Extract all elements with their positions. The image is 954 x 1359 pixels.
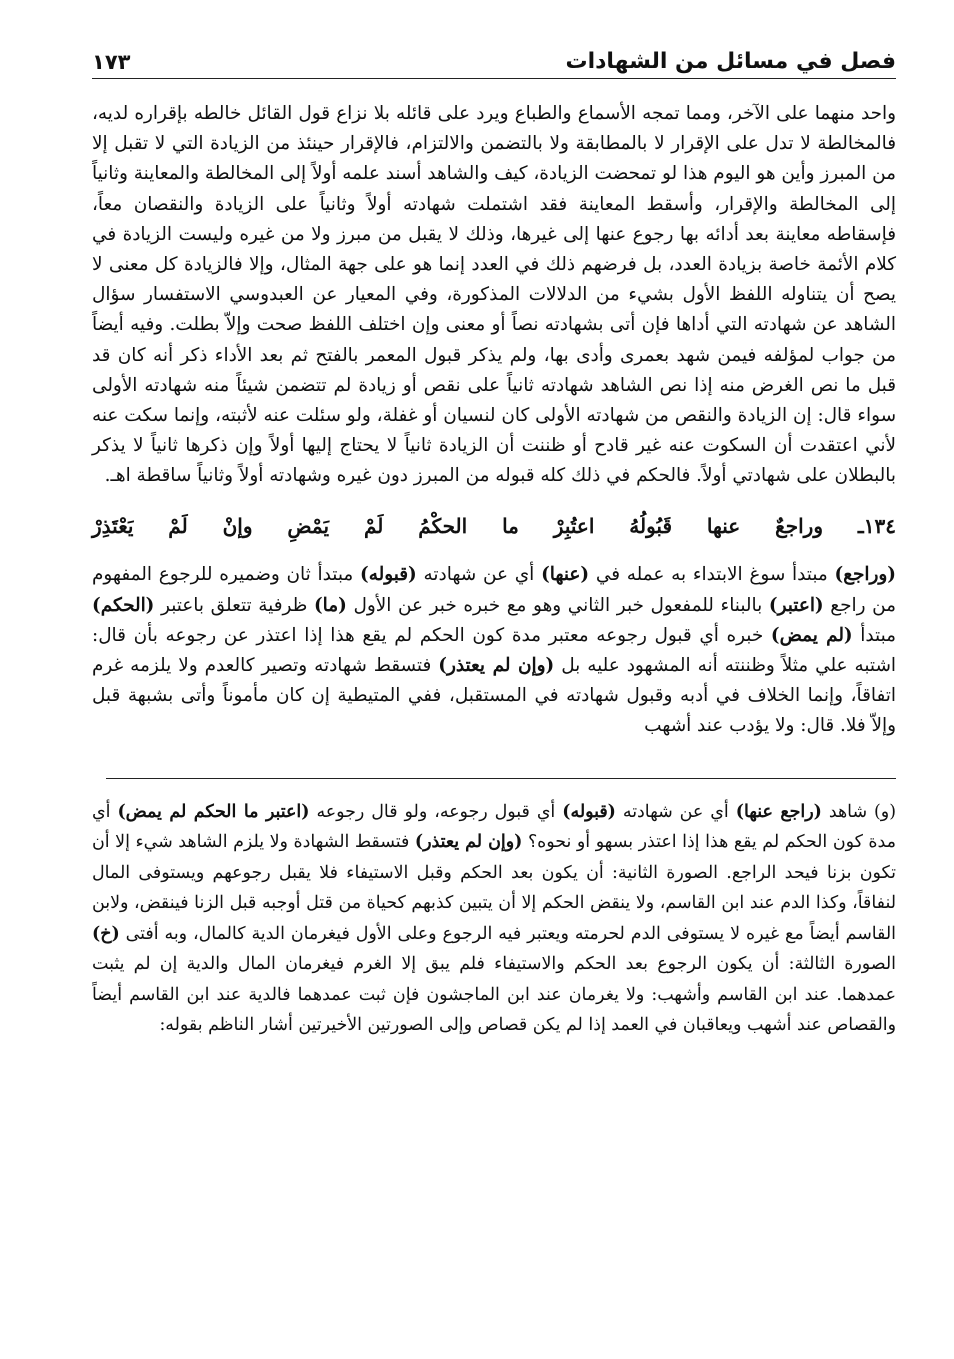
commentary-segment: (الحكم) — [92, 594, 155, 616]
page-header — [92, 36, 896, 79]
verse-line: ١٣٤ـ وراجعٌ عنها قَبُولُهُ اعتُبِرْ ما الحكْمُ لَمْ يَمْضِ وإنْ لَمْ يَعْتَذِرْ — [92, 514, 896, 539]
footnote-segment: الصورة الثالثة: أن يكون الرجوع بعد الحكم والاستيفاء فلم يبق إلا الغرم فيغرمان المال والدية إن لم يثبت عمدهما. عند ابن القاسم وأشهب: ولا يغرمان عند ابن الماجشون فإن ثبت عمدهما فالدية عند ابن القاسم أيضاً والقصاص عند أشهب ويعاقبان في العمد إذا لم يكن قصاص وإلى الصورتين الأخيرتين أشار الناظم بقوله: — [92, 954, 896, 1036]
commentary-segment: خبره أي قبول رجوعه معتبر مدة كون الحكم لم يقع هذا إذا اعتذر عن رجوعه بأن قال: اشتبه علي مثلاً وظننته أنه المشهود عليه بل — [92, 624, 896, 677]
commentary-segment: (عنها) — [541, 564, 590, 586]
commentary-paragraph — [92, 560, 896, 741]
commentary-segment: فتسقط شهادته وتصير كالعدم ولا يلزمه غرم اتفاقاً، وإنما الخلاف في أدبه وقبول شهادته في المستقبل، ففي المتيطية إن كان مأموناً وأتى بشبهة قبل وإلاّ فلا. قال: ولا يؤدب عند أشهب — [92, 655, 896, 737]
footnote-segment: أي قبول رجوعه، ولو قال رجوعه — [309, 801, 563, 822]
commentary-segment: (ما) — [313, 594, 347, 616]
commentary-segment: أي عن شهادته — [416, 564, 542, 586]
book-page — [92, 36, 896, 1326]
footnote-segment: (و) شاهد — [821, 801, 896, 822]
commentary-segment: (لم يمض) — [770, 624, 853, 646]
footnote-segment: (راجع عنها) — [735, 801, 822, 822]
commentary-segment: (قبوله) — [360, 564, 417, 586]
commentary-segment: (وإن لم يعتذر) — [438, 655, 555, 677]
footnote-segment: (خ) — [92, 923, 120, 944]
commentary-segment: (وراجع) — [834, 564, 896, 586]
commentary-segment: مبتدأ سوغ الابتداء به عمله في — [589, 564, 835, 586]
commentary-segment: بالبناء للمفعول خبر الثاني وهو مع خبره خبر عن الأول — [346, 594, 769, 616]
footnote-separator — [106, 778, 896, 779]
page-number: ١٧٣ — [92, 50, 131, 74]
commentary-segment: (اعتبر) — [768, 594, 824, 616]
footnote-segment: فتسقط الشهادة ولا يلزم الشاهد شيء إلا أن تكون بزنا فيحد الراجع. الصورة الثانية: أن يكون بعد الحكم وقبل الاستيفاء فلا يقبل رجوعهم ويستوفى المال لنفاقاً، وكذا الدم عند ابن القاسم، ولا ينقض الحكم إلا أن يتبين كذبهم كحياة من قتل أوجبه قبل الزنا فينقض، ولابن القاسم أيضاً مع غيره لا يستوفى الدم لحرمته ويعتبر فيه الرجوع وعلى الأول فيغرمان الدية كالمال، وبه أفتى — [92, 832, 896, 944]
footnote-paragraph — [92, 797, 896, 1041]
main-paragraph: واحد منهما على الآخر، ومما تمجه الأسماع والطباع ويرد على قائله بلا نزاع قول القائل خالطه بإقراره لديه، فالمخالطة لا تدل على الإقرار لا بالمطابقة ولا بالتضمن والالتزام، فالإقرار حينئذ من الزيادة التي لا تقبل إلا من المبرز وأين هو اليوم هذا لو تمحضت الزيادة، كيف والشاهد أسند علمه أولاً إلى المخالطة والمعاينة وثانياً إلى المخالطة والإقرار، وأسقط المعاينة فقد اشتملت شهادته أولاً وثانياً على الزيادة والنقصان معاً، فإسقاطه معاينة بعد أدائه بها رجوع عنها إلى غيرها، وذلك لا يقبل من مبرز ولا من غيره وليست الزيادة في كلام الأئمة خاصة بزيادة العدد، بل فرضهم ذلك في العدد إنما هو على جهة المثال، وإلا فالزيادة كل معنى لا يصح أن يتناوله اللفظ الأول بشيء من الدلالات المذكورة، وفي المعيار عن العبدوسي الاستفسار سؤال الشاهد عن شهادته التي أداها فإن أتى بشهادته نصاً أو معنى وإن اختلف اللفظ صحت وإلاّ بطلت. وفيه أيضاً من جواب لمؤلفه فيمن شهد بعمرى وأدى بها، ولم يذكر قبول المعمر بالفتح ثم بعد الأداء ذكر أنه كان قد قبل ما نص الغرض منه إذا نص الشاهد شهادته ثانياً على نقص أو زيادة لم تتضمن شيئاً منه شهادته الأولى سواء قال: إن الزيادة والنقص من شهادته الأولى كان لنسيان أو غفلة، ولو سئلت عنه لأثبته، وإنما سكت عنه لأني اعتقدت أن السكوت عنه غير قادح أو ظننت أن الزيادة ثانياً لا يحتاج إليها أولاً وإن ذكرها ثانياً لا يذكر بالبطلان على شهادتي أولاً. فالحكم في ذلك كله قبوله من المبرز دون غيره وشهادته أولاً وثانياً ساقطة اهـ. — [92, 103, 896, 487]
commentary-segment: ظرفية تتعلق باعتبر — [154, 594, 314, 616]
footnote-segment: أي عن شهادته — [615, 801, 736, 822]
footnote-segment: (اعتبر ما الحكم لم يمض) — [117, 801, 310, 822]
footnote-segment: أي مدة كون الحكم لم يقع هذا إذا اعتذر بسهو أو نحوه؟ — [92, 801, 896, 853]
footnote-segment: (وإن لم يعتذر) — [414, 832, 523, 853]
commentary-segment: مبتدأ — [852, 624, 896, 646]
chapter-title: فصل في مسائل من الشهادات — [565, 49, 896, 74]
footnote-segment: (قبوله) — [562, 801, 616, 822]
commentary-segment: مبتدأ ثان وضميره للرجوع المفهوم من راجع — [92, 564, 896, 616]
